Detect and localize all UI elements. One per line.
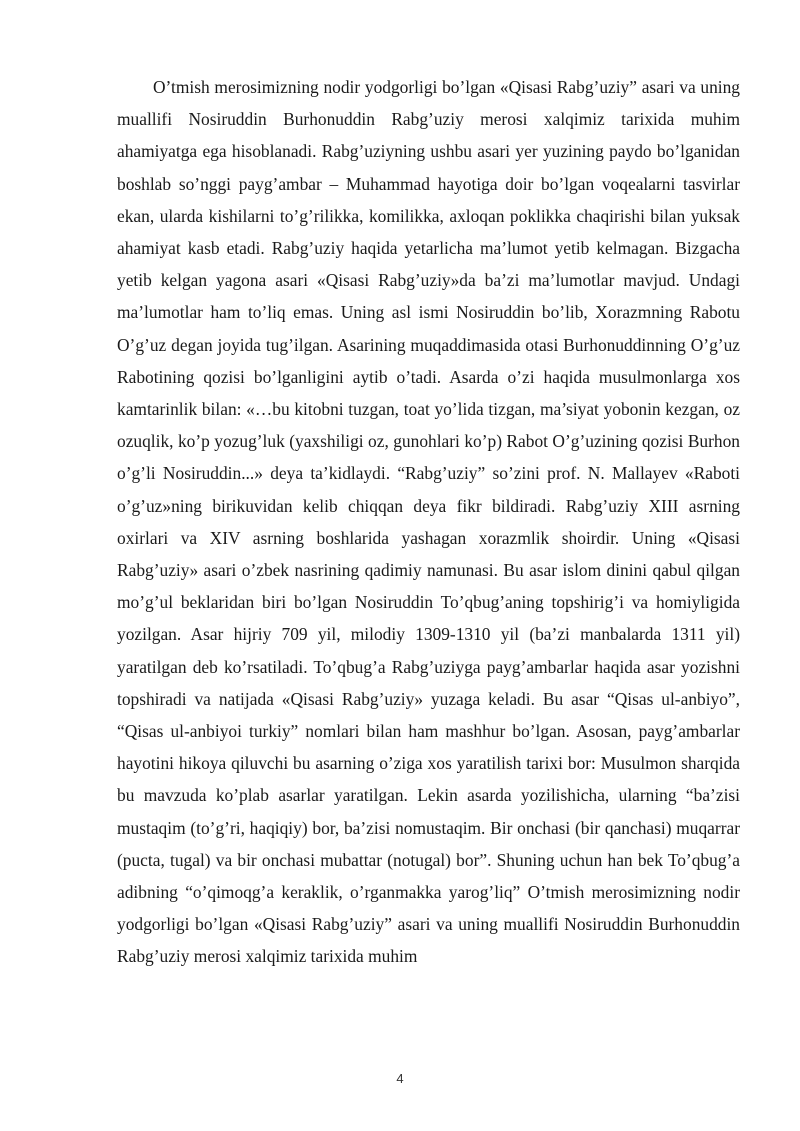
body-paragraph: O’tmish merosimizning nodir yodgorligi bo’lgan «Qisasi Rabg’uziy” asari va uning muallifi Nosiruddin Burhonuddin Rabg’uziy merosi xalqimiz tarixida muhim ahamiyatga ega hisoblanadi. Rabg’uziyning ushbu asari yer yuzining paydo bo’lganidan boshlab so’nggi payg’ambar – Muhammad hayotiga doir bo’lgan voqealarni tasvirlar ekan, ularda kishilarni to’g’rilikka, komilikka, axloqan poklikka chaqirishi bilan yuksak ahamiyat kasb etadi. Rabg’uziy haqida yetarlicha ma’lumot yetib kelmagan. Bizgacha yetib kelgan yagona asari «Qisasi Rabg’uziy»da ba’zi ma’lumotlar mavjud. Undagi ma’lumotlar ham to’liq emas. Uning asl ismi Nosiruddin bo’lib, Xorazmning Rabotu O’g’uz degan joyida tug’ilgan. Asarining muqaddimasida otasi Burhonuddinning O’g’uz Rabotining qozisi bo’lganligini aytib o’tadi. Asarda o’zi haqida musulmonlarga xos kamtarinlik bilan: «…bu kitobni tuzgan, toat yo’lida tizgan, ma’siyat yobonin kezgan, oz ozuqlik, ko’p yozug’luk (yaxshiligi oz, gunohlari ko’p) Rabot O’g’uzining qozisi Burhon o’g’li Nosiruddin...» deya ta’kidlaydi. “Rabg’uziy” so’zini prof. N. Mallayev «Raboti o’g’uz»ning birikuvidan kelib chiqqan deya fikr bildiradi. Rabg’uziy XIII asrning oxirlari va XIV asrning boshlarida yashagan xorazmlik shoirdir. Uning «Qisasi Rabg’uziy» asari o’zbek nasrining qadimiy namunasi. Bu asar islom dinini qabul qilgan mo’g’ul beklaridan biri bo’lgan Nosiruddin To’qbug’aning topshirig’i va homiyligida yozilgan. Asar hijriy 709 yil, milodiy 1309-1310 yil (ba’zi manbalarda 1311 yil) yaratilgan deb ko’rsatiladi. To’qbug’a Rabg’uziyga payg’ambarlar haqida asar yozishni topshiradi va natijada «Qisasi Rabg’uziy» yuzaga keladi. Bu asar “Qisas ul-anbiyo”, “Qisas ul-anbiyoi turkiy” nomlari bilan ham mashhur bo’lgan. Asosan, payg’ambarlar hayotini hikoya qiluvchi bu asarning o’ziga xos yaratilish tarixi bor: Musulmon sharqida bu mavzuda ko’plab asarlar yaratilgan. Lekin asarda yozilishicha, ularning “ba’zisi mustaqim (to’g’ri, haqiqiy) bor, ba’zisi nomustaqim. Bir onchasi (bir qanchasi) muqarrar (pucta, tugal) va bir onchasi mubattar (notugal) bor”. Shuning uchun han bek To’qbug’a adibning “o’qimoqg’a keraklik, o’rganmakka yarog’liq” O’tmish merosimizning nodir yodgorligi bo’lgan «Qisasi Rabg’uziy” asari va uning muallifi Nosiruddin Burhonuddin Rabg’uziy merosi xalqimiz tarixida muhim [117,77,740,967]
page-number: 4 [396,1071,404,1086]
